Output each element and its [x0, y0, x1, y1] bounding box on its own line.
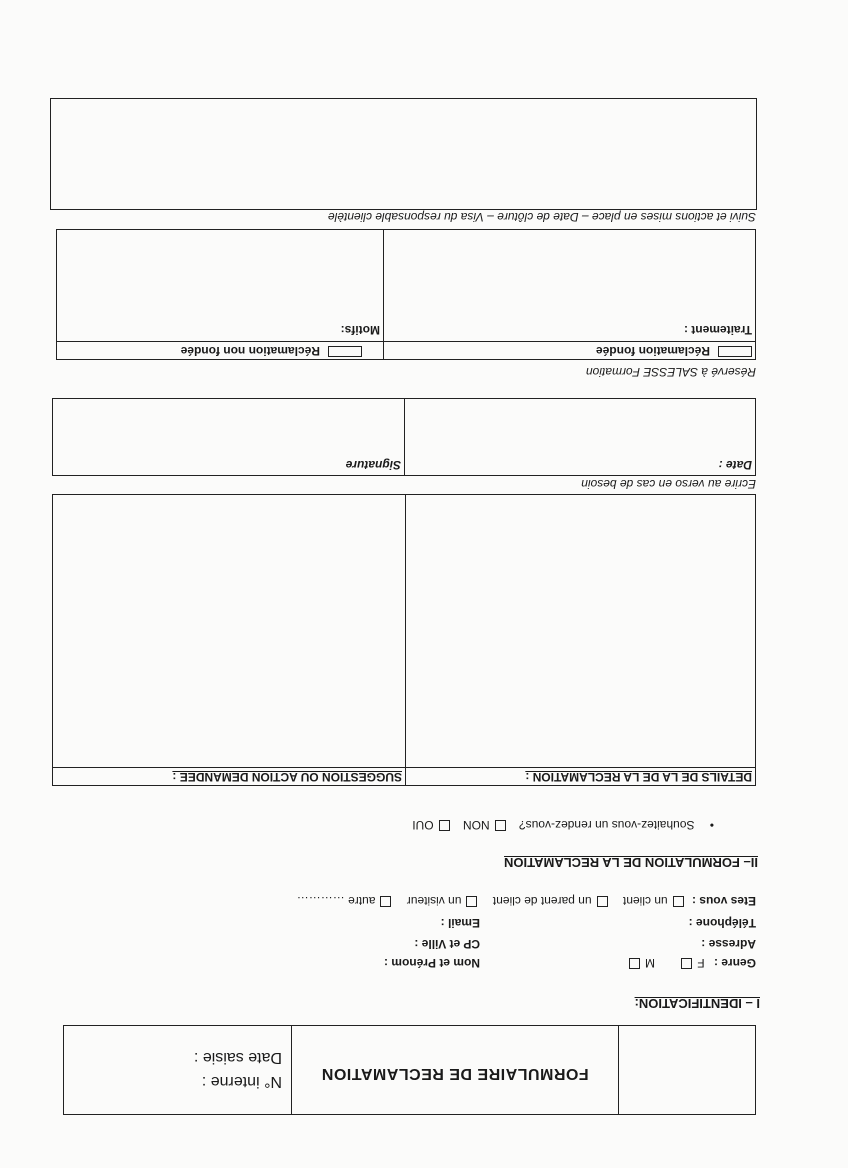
postcode-city-label: CP et Ville : — [414, 937, 480, 951]
treatment-label: Traitement : — [683, 323, 752, 337]
unfounded-option — [181, 344, 362, 358]
option-other: autre ………… — [296, 894, 376, 908]
other-checkbox[interactable] — [380, 896, 391, 907]
date-label: Date : — [718, 458, 752, 472]
visitor-checkbox[interactable] — [466, 896, 477, 907]
gender-row — [624, 956, 756, 970]
gender-m-checkbox[interactable] — [629, 958, 640, 969]
address-label: Adresse : — [701, 937, 756, 951]
appointment-yes-label: OUI — [412, 818, 434, 832]
bullet-icon: • — [709, 818, 714, 832]
reserved-label: Réservé à SALESSE Formation — [585, 365, 756, 379]
identification-section-title: I – IDENTIFICATION: — [634, 996, 760, 1011]
client-checkbox[interactable] — [673, 896, 684, 907]
reasons-label: Motifs: — [340, 323, 380, 337]
founded-label: Réclamation fondée — [595, 344, 710, 358]
followup-box[interactable] — [50, 98, 757, 210]
followup-label: Suivi et actions mises en place – Date de clôture – Visa du responsable clientèle — [327, 210, 756, 224]
you-are-label: Etes vous : — [691, 894, 756, 908]
parent-checkbox[interactable] — [597, 896, 608, 907]
details-textarea[interactable] — [408, 496, 754, 766]
appointment-yes-checkbox[interactable] — [439, 820, 450, 831]
suggestion-textarea[interactable] — [54, 496, 404, 766]
internal-number-label: N° interne : — [201, 1073, 282, 1090]
appointment-row — [412, 818, 714, 832]
gender-m-label: M — [644, 956, 655, 970]
founded-checkbox[interactable] — [718, 346, 752, 357]
unfounded-checkbox[interactable] — [328, 346, 362, 357]
appointment-question: Souhaitez-vous un rendez-vous? — [519, 818, 695, 832]
form-title: FORMULAIRE DE RECLAMATION — [321, 1065, 589, 1082]
suggestion-header: SUGGESTION OU ACTION DEMANDEE : — [172, 770, 402, 784]
option-parent: un parent de client — [492, 894, 592, 908]
appointment-no-label: NON — [462, 818, 490, 832]
gender-f-checkbox[interactable] — [681, 958, 692, 969]
name-label: Nom et Prénom : — [383, 956, 480, 970]
option-client: un client — [622, 894, 668, 908]
signature-label: Signature — [345, 458, 401, 472]
entry-date-label: Date saisie : — [193, 1049, 282, 1066]
founded-option — [596, 344, 752, 358]
phone-label: Téléphone : — [688, 916, 756, 930]
option-visitor: un visiteur — [406, 894, 462, 908]
unfounded-label: Réclamation non fondée — [180, 344, 320, 358]
verso-note: Ecrire au verso en cas de besoin — [581, 477, 756, 491]
appointment-no-checkbox[interactable] — [495, 820, 506, 831]
complaint-section-title: II– FORMULATION DE LA RECLAMATION — [504, 855, 758, 870]
gender-f-label: F — [697, 956, 705, 970]
you-are-row — [297, 894, 756, 908]
details-header: DETAILS DE LA DE LA RECLAMATION : — [525, 770, 752, 784]
gender-label: Genre : — [713, 956, 756, 970]
email-label: Email : — [440, 916, 480, 930]
